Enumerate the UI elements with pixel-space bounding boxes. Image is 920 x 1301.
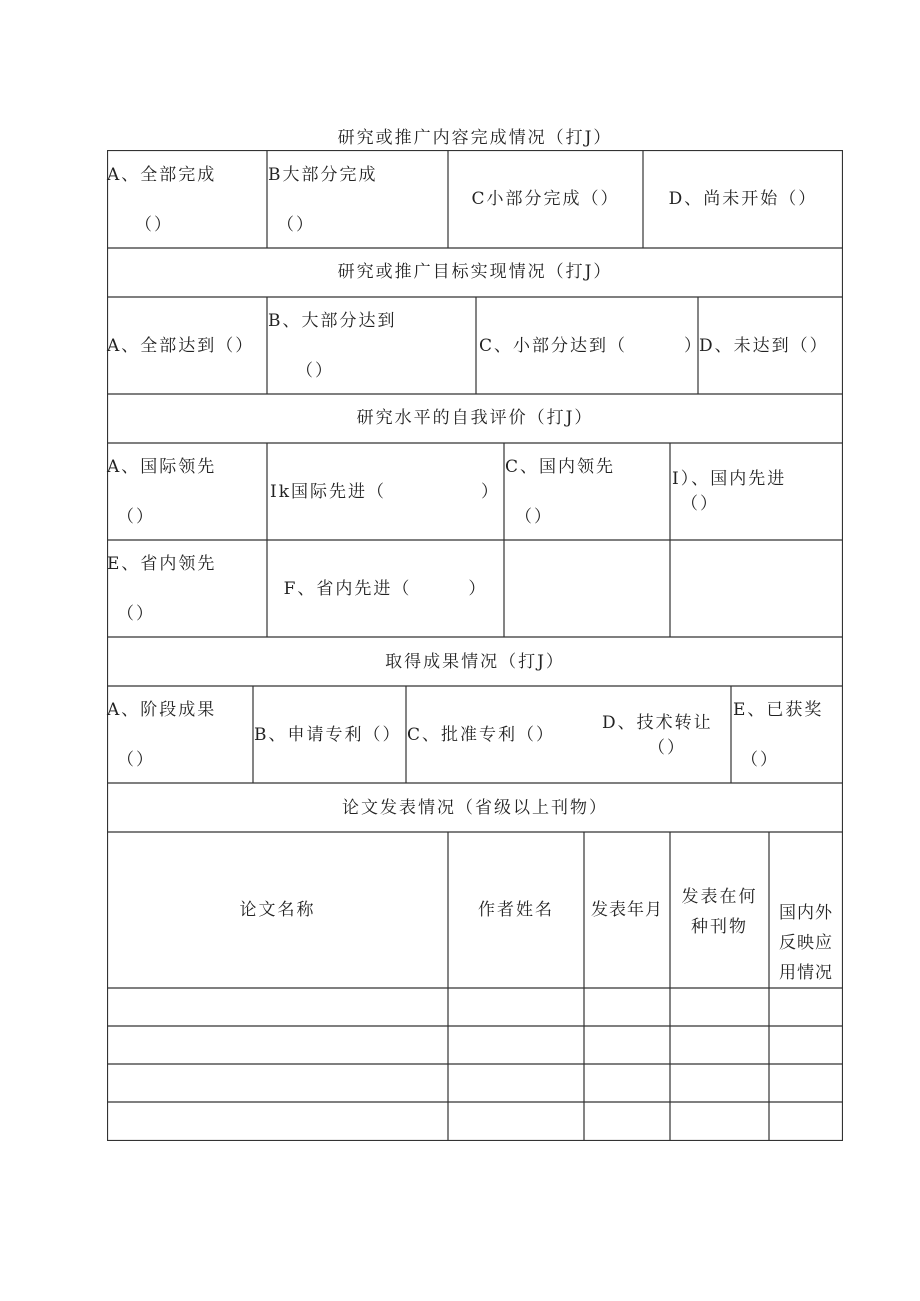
level-option-a: A、国际领先 bbox=[107, 457, 217, 477]
goal-section-title: 研究或推广目标实现情况（打J） bbox=[337, 262, 613, 282]
column-header-paper-name: 论文名称 bbox=[239, 900, 316, 920]
level-option-e: E、省内领先 bbox=[107, 554, 217, 574]
content-option-a: A、全部完成 bbox=[107, 165, 217, 185]
column-header-journal bbox=[670, 882, 769, 942]
content-option-b-checkbox[interactable]: （） bbox=[277, 215, 315, 235]
column-header-journal-line-2: 种刊物 bbox=[691, 917, 748, 937]
level-option-d: I）、国内先进 bbox=[672, 469, 787, 489]
level-section-title: 研究水平的自我评价（打J） bbox=[356, 408, 594, 428]
results-option-e-checkbox[interactable]: （） bbox=[741, 750, 779, 770]
column-header-author: 作者姓名 bbox=[478, 900, 554, 920]
column-header-impact bbox=[769, 898, 843, 988]
goal-option-b-checkbox[interactable]: （） bbox=[296, 361, 334, 381]
papers-section-title: 论文发表情况（省级以上刊物） bbox=[342, 798, 608, 818]
results-option-b[interactable]: B、申请专利（） bbox=[254, 725, 402, 745]
content-option-c[interactable]: C小部分完成（） bbox=[471, 189, 620, 209]
results-option-c[interactable]: C、批准专利（） bbox=[407, 725, 556, 745]
results-option-d: D、技术转让 bbox=[602, 713, 713, 733]
goal-option-a[interactable]: A、全部达到（） bbox=[107, 336, 255, 356]
level-option-b[interactable]: Ik国际先进（ ） bbox=[270, 482, 501, 502]
level-option-c-checkbox[interactable]: （） bbox=[515, 507, 553, 527]
goal-option-c[interactable]: C、小部分达到（ ） bbox=[479, 336, 704, 356]
results-option-a-checkbox[interactable]: （） bbox=[117, 750, 155, 770]
column-header-journal-line-1: 发表在何 bbox=[681, 887, 758, 907]
level-option-f[interactable]: F、省内先进（ ） bbox=[283, 579, 488, 599]
evaluation-form-table bbox=[107, 150, 843, 1141]
results-option-d-checkbox[interactable]: （） bbox=[648, 738, 686, 758]
column-header-publish-date: 发表年月 bbox=[591, 900, 663, 920]
results-option-e: E、已获奖 bbox=[733, 700, 824, 720]
results-section-title: 取得成果情况（打J） bbox=[385, 652, 565, 672]
level-option-c: C、国内领先 bbox=[505, 457, 616, 477]
content-option-d[interactable]: D、尚未开始（） bbox=[668, 189, 818, 209]
column-header-impact-line-2: 反映应 bbox=[779, 933, 833, 953]
column-header-impact-line-3: 用情况 bbox=[779, 963, 833, 983]
content-option-b: B大部分完成 bbox=[268, 165, 378, 185]
page-title: 研究或推广内容完成情况（打J） bbox=[337, 128, 613, 148]
results-option-a: A、阶段成果 bbox=[107, 700, 217, 720]
level-option-a-checkbox[interactable]: （） bbox=[117, 507, 155, 527]
goal-option-d[interactable]: D、未达到（） bbox=[699, 336, 829, 356]
table-grid-lines bbox=[107, 150, 843, 1141]
level-option-d-checkbox[interactable]: （） bbox=[681, 494, 719, 514]
goal-option-b: B、大部分达到 bbox=[268, 311, 397, 331]
content-option-a-checkbox[interactable]: （） bbox=[135, 215, 173, 235]
column-header-impact-line-1: 国内外 bbox=[779, 903, 833, 923]
level-option-e-checkbox[interactable]: （） bbox=[117, 604, 155, 624]
